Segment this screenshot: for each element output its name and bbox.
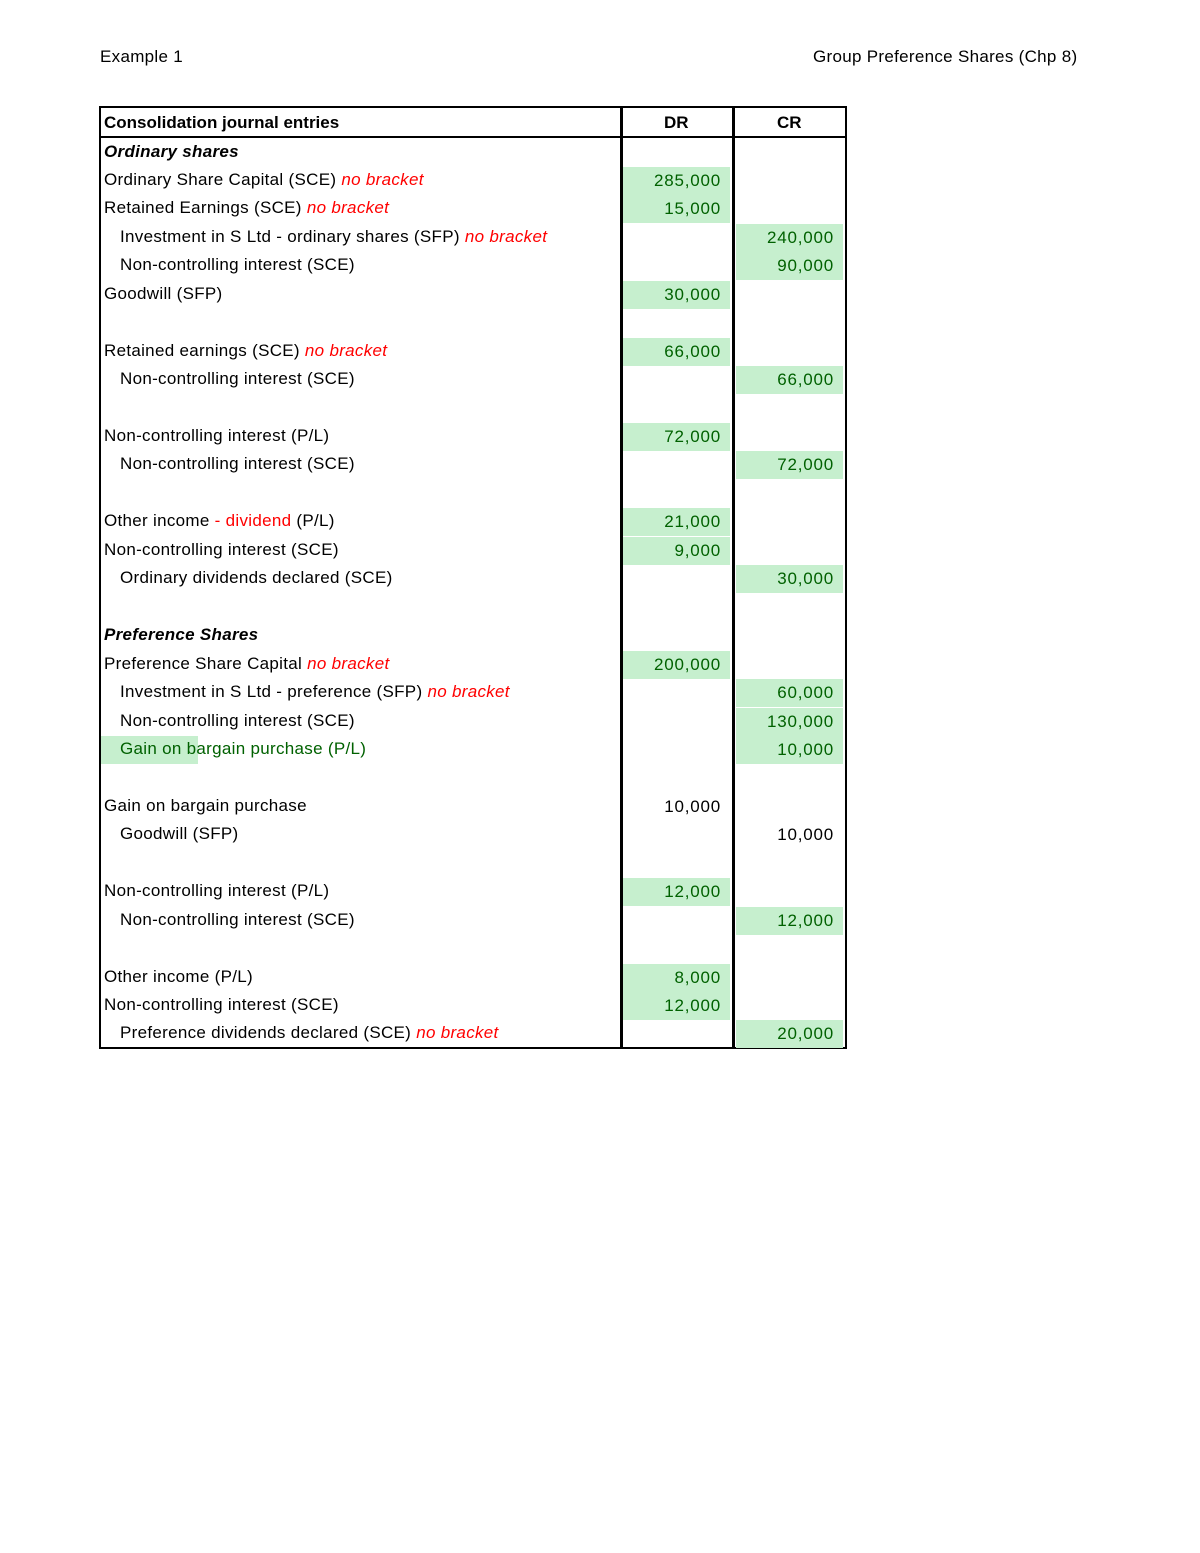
debit-amount: 8,000	[623, 964, 730, 992]
debit-amount: 285,000	[623, 167, 730, 195]
account-name: Non-controlling interest (SCE)	[120, 255, 355, 275]
entry-label	[120, 454, 355, 474]
debit-amount: 72,000	[623, 423, 730, 451]
no-bracket-note: no bracket	[304, 340, 388, 360]
account-name: Preference dividends declared (SCE)	[120, 1023, 412, 1043]
no-bracket-note: no bracket	[307, 653, 390, 673]
account-name: Gain on bargain purchase	[104, 795, 307, 815]
header-title: Consolidation journal entries	[104, 113, 340, 132]
debit-amount: 12,000	[623, 878, 730, 906]
credit-amount: 72,000	[736, 451, 843, 479]
account-name: Non-controlling interest (SCE)	[120, 454, 355, 474]
no-bracket-note: no bracket	[416, 1023, 499, 1043]
account-name: Goodwill (SFP)	[120, 824, 239, 844]
entry-label	[104, 995, 339, 1015]
no-bracket-note: no bracket	[341, 169, 424, 189]
credit-amount: 60,000	[736, 679, 843, 707]
account-name: Investment in S Ltd - preference (SFP)	[120, 682, 423, 702]
entry-label	[104, 426, 329, 446]
credit-amount: 90,000	[736, 252, 843, 280]
credit-amount: 240,000	[736, 224, 843, 252]
entry-label	[104, 625, 258, 645]
entry-label	[120, 682, 510, 702]
credit-amount: 30,000	[736, 565, 843, 593]
entry-label	[104, 881, 329, 901]
entry-label	[104, 198, 389, 218]
debit-amount: 9,000	[623, 537, 730, 565]
account-name: Other income	[104, 511, 210, 531]
entry-label	[120, 369, 355, 389]
account-name: Ordinary dividends declared (SCE)	[120, 568, 393, 588]
entry-label	[120, 910, 355, 930]
debit-amount: 66,000	[623, 338, 730, 366]
account-name: Preference Shares	[104, 625, 259, 645]
column-divider	[732, 108, 735, 1047]
entry-label	[120, 227, 547, 247]
debit-amount: 200,000	[623, 651, 730, 679]
account-name: Non-controlling interest (SCE)	[104, 995, 339, 1014]
credit-amount: 10,000	[736, 736, 843, 764]
entry-label	[120, 1023, 499, 1043]
header-dr: DR	[664, 113, 689, 132]
account-name: Non-controlling interest (P/L)	[104, 881, 330, 901]
credit-amount: 12,000	[736, 907, 843, 935]
debit-amount: 12,000	[623, 992, 730, 1020]
entry-label	[104, 341, 387, 361]
account-name: Gain on bargain purchase (P/L)	[120, 738, 367, 758]
entry-label	[120, 824, 239, 844]
journal-table	[99, 106, 847, 1049]
account-name: Ordinary Share Capital (SCE)	[104, 169, 337, 189]
credit-amount: 10,000	[777, 825, 834, 845]
account-name: Retained earnings (SCE)	[104, 340, 300, 360]
no-bracket-note: no bracket	[464, 226, 548, 246]
entry-label	[104, 170, 424, 190]
page-header-right: Group Preference Shares (Chp 8)	[813, 47, 1078, 66]
entry-label	[104, 654, 390, 674]
entry-label	[104, 284, 223, 304]
entry-label	[104, 142, 239, 162]
account-name: Non-controlling interest (SCE)	[104, 539, 339, 559]
entry-label	[104, 967, 253, 987]
entry-label	[120, 711, 355, 731]
debit-amount: 10,000	[664, 796, 721, 816]
no-bracket-note: no bracket	[427, 682, 510, 702]
entry-label	[120, 255, 355, 275]
account-name: Goodwill (SFP)	[104, 283, 223, 303]
column-divider	[620, 108, 623, 1047]
account-name: Preference Share Capital	[104, 653, 303, 673]
label-suffix: (P/L)	[291, 511, 335, 531]
header-cr: CR	[777, 113, 802, 132]
account-name: Non-controlling interest (SCE)	[120, 369, 355, 389]
credit-amount: 20,000	[736, 1020, 843, 1048]
account-name: Non-controlling interest (P/L)	[104, 426, 330, 445]
page-header-left: Example 1	[100, 47, 184, 66]
credit-amount: 66,000	[736, 366, 843, 394]
credit-amount: 130,000	[736, 708, 843, 736]
dividend-note: - dividend	[209, 511, 292, 531]
debit-amount: 30,000	[623, 281, 730, 309]
account-name: Ordinary shares	[104, 141, 239, 161]
entry-label	[120, 739, 366, 759]
account-name: Other income (P/L)	[104, 966, 254, 986]
debit-amount: 21,000	[623, 508, 730, 536]
no-bracket-note: no bracket	[306, 198, 390, 218]
debit-amount: 15,000	[623, 195, 730, 223]
entry-label	[104, 796, 307, 816]
account-name: Non-controlling interest (SCE)	[120, 710, 355, 730]
account-name: Investment in S Ltd - ordinary shares (SFP)	[120, 226, 460, 246]
entry-label	[104, 540, 339, 560]
entry-label	[104, 511, 335, 531]
account-name: Non-controlling interest (SCE)	[120, 909, 355, 929]
entry-label	[120, 568, 393, 588]
account-name: Retained Earnings (SCE)	[104, 198, 302, 218]
